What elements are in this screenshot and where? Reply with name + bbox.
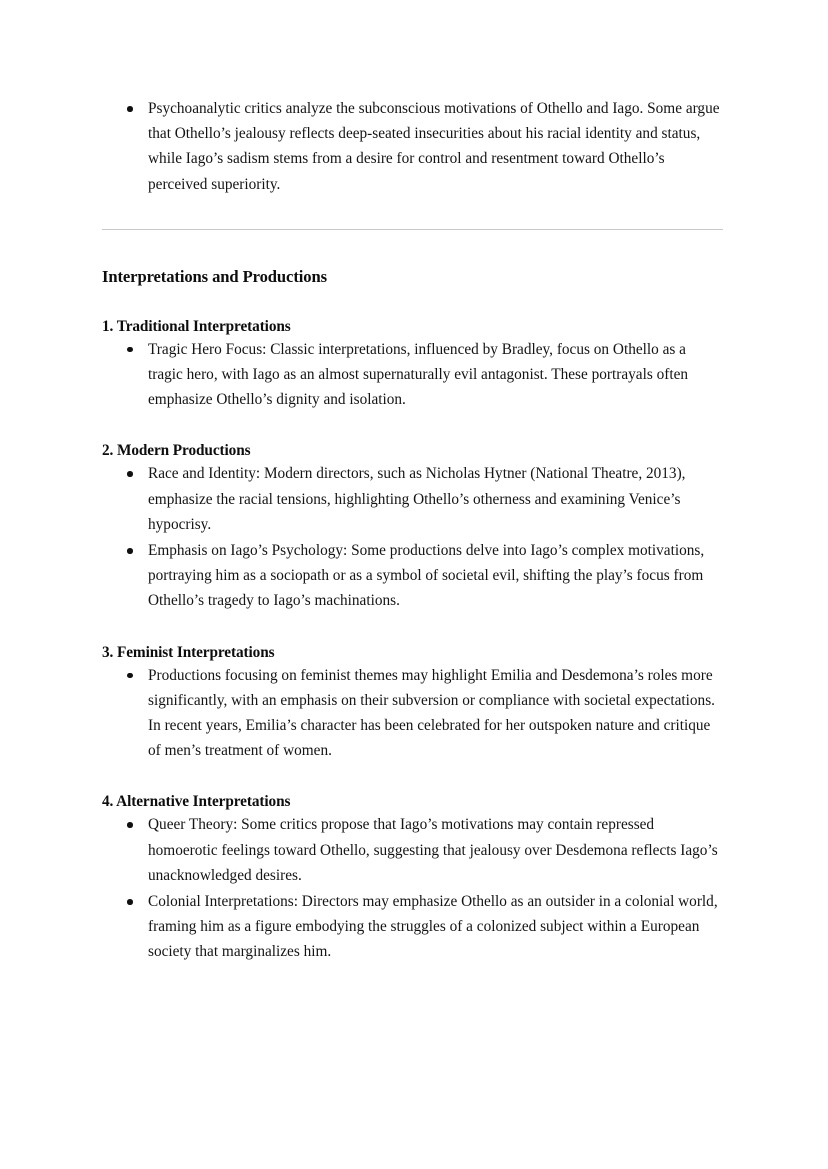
- list-item: [102, 461, 722, 537]
- list-item: [102, 96, 722, 197]
- bullet-list-feminist-interpretations: [102, 663, 722, 764]
- bullet-dot-icon: [127, 106, 133, 112]
- list-item: [102, 812, 722, 888]
- list-item-text: Psychoanalytic critics analyze the subconscious motivations of Othello and Iago. Some argue that Othello’s jealousy reflects deep-seated insecurities about his racial identity and status, while Iago’s sadism stems from a desire for control and resentment toward Othello’s perceived superiority.: [148, 100, 720, 193]
- list-item-text: Queer Theory: Some critics propose that Iago’s motivations may contain repressed homoerotic feelings toward Othello, suggesting that jealousy over Desdemona reflects Iago’s unacknowledged desires.: [148, 816, 718, 884]
- bullet-dot-icon: [127, 347, 133, 353]
- bullet-dot-icon: [127, 899, 133, 905]
- subsection-heading-alternative-interpretations: 4. Alternative Interpretations: [102, 793, 291, 811]
- list-item-text: Race and Identity: Modern directors, such as Nicholas Hytner (National Theatre, 2013), emphasize the racial tensions, highlighting Othello’s otherness and examining Venice’s hypocrisy.: [148, 465, 686, 533]
- page-title: Interpretations and Productions: [102, 266, 327, 286]
- bullet-dot-icon: [127, 673, 133, 679]
- subsection-heading-traditional-interpretations: 1. Traditional Interpretations: [102, 317, 291, 335]
- subsection-heading-modern-productions: 2. Modern Productions: [102, 442, 251, 460]
- list-item-text: Productions focusing on feminist themes may highlight Emilia and Desdemona’s roles more significantly, with an emphasis on their subversion or compliance with societal expectations. In recent years, Emilia’s character has been celebrated for her outspoken nature and critique of men’s treatment of women.: [148, 666, 715, 760]
- bullet-dot-icon: [127, 822, 133, 828]
- bullet-list-traditional-interpretations: [102, 337, 722, 413]
- section-divider: [102, 229, 723, 230]
- document-content: [102, 96, 722, 965]
- list-item: [102, 337, 722, 413]
- bullet-list-modern-productions: [102, 461, 722, 613]
- list-item: [102, 889, 722, 965]
- list-item-text: Emphasis on Iago’s Psychology: Some productions delve into Iago’s complex motivations, portraying him as a sociopath or as a symbol of societal evil, shifting the play’s focus from Othello’s tragedy to Iago’s machinations.: [148, 542, 705, 610]
- bullet-dot-icon: [127, 548, 133, 554]
- list-item-text: Colonial Interpretations: Directors may emphasize Othello as an outsider in a colonial world, framing him as a figure embodying the struggles of a colonized subject within a European society that marginalizes him.: [148, 893, 718, 961]
- intro-bullet-block: [102, 96, 722, 197]
- list-item-text: Tragic Hero Focus: Classic interpretations, influenced by Bradley, focus on Othello as a tragic hero, with Iago as an almost supernaturally evil antagonist. These portrayals often emphasize Othello’s dignity and isolation.: [148, 340, 689, 409]
- bullet-dot-icon: [127, 471, 133, 477]
- list-item: [102, 663, 722, 764]
- intro-bullet-list: [102, 96, 722, 197]
- list-item: [102, 538, 722, 614]
- subsection-heading-feminist-interpretations: 3. Feminist Interpretations: [102, 643, 275, 661]
- bullet-list-alternative-interpretations: [102, 812, 722, 964]
